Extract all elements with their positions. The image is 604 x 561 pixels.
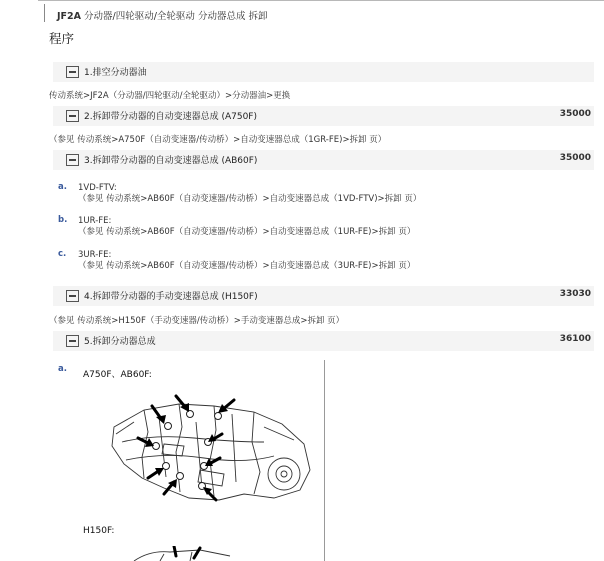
breadcrumb: JF2A 分动器/四轮驱动/全轮驱动 分动器总成 拆卸 [57,11,268,22]
collapse-icon[interactable] [66,66,79,78]
step-1[interactable] [53,62,594,82]
list-letter: a. [58,182,67,192]
h150f-illustration-partial [130,546,240,561]
step-code: 33030 [559,289,591,299]
item-reference[interactable]: （参见 传动系统>AB60F（自动变速器/传动桥）>自动变速器总成（1VD-FTV)>拆卸 页） [78,194,422,204]
step-code: 35000 [559,153,591,163]
step-label: 2.拆卸带分动器的自动变速器总成 (A750F) [84,112,257,122]
item-reference[interactable]: （参见 传动系统>AB60F（自动变速器/传动桥）>自动变速器总成（3UR-FE)>拆卸 页） [78,261,416,271]
list-item [78,216,415,238]
list-letter: a. [58,364,67,374]
collapse-icon[interactable] [66,154,79,166]
top-rule [38,0,604,1]
page-title: 程序 [49,31,75,46]
step-3[interactable] [53,150,594,170]
step-1-reference[interactable]: 传动系统>JF2A（分动器/四轮驱动/全轮驱动）>分动器油>更换 [49,91,291,101]
list-item [78,183,421,205]
item-title: 1VD-FTV: [78,183,117,193]
list-item [78,250,415,272]
item-title: 1UR-FE: [78,216,112,226]
step-4-reference[interactable]: （参见 传动系统>H150F（手动变速器/传动桥）>手动变速器总成>拆卸 页） [49,316,345,326]
item-reference[interactable]: （参见 传动系统>AB60F（自动变速器/传动桥）>自动变速器总成（1UR-FE)>拆卸 页） [78,227,416,237]
step-code: 36100 [559,334,591,344]
item-title: 3UR-FE: [78,250,112,260]
step-label: 5.拆卸分动器总成 [84,337,156,347]
header-marker [44,4,45,22]
step-label: 4.拆卸带分动器的手动变速器总成 (H150F) [84,292,258,302]
step-5[interactable] [53,331,594,351]
collapse-icon[interactable] [66,335,79,347]
illustration-panel [78,360,325,561]
figure-caption-h150f: H150F: [83,526,115,536]
step-2[interactable] [53,106,594,126]
step-4[interactable] [53,286,594,306]
collapse-icon[interactable] [66,290,79,302]
step-code: 35000 [559,109,591,119]
collapse-icon[interactable] [66,110,79,122]
step-label: 3.拆卸带分动器的自动变速器总成 (AB60F) [84,156,258,166]
list-letter: b. [58,215,68,225]
step-2-reference[interactable]: （参见 传动系统>A750F（自动变速器/传动桥）>自动变速器总成（1GR-FE)>拆卸 页） [49,135,387,145]
transfer-case-illustration [104,382,316,502]
step-label: 1.排空分动器油 [84,68,147,78]
figure-caption-a750f: A750F、AB60F: [83,370,152,380]
list-letter: c. [58,249,67,259]
